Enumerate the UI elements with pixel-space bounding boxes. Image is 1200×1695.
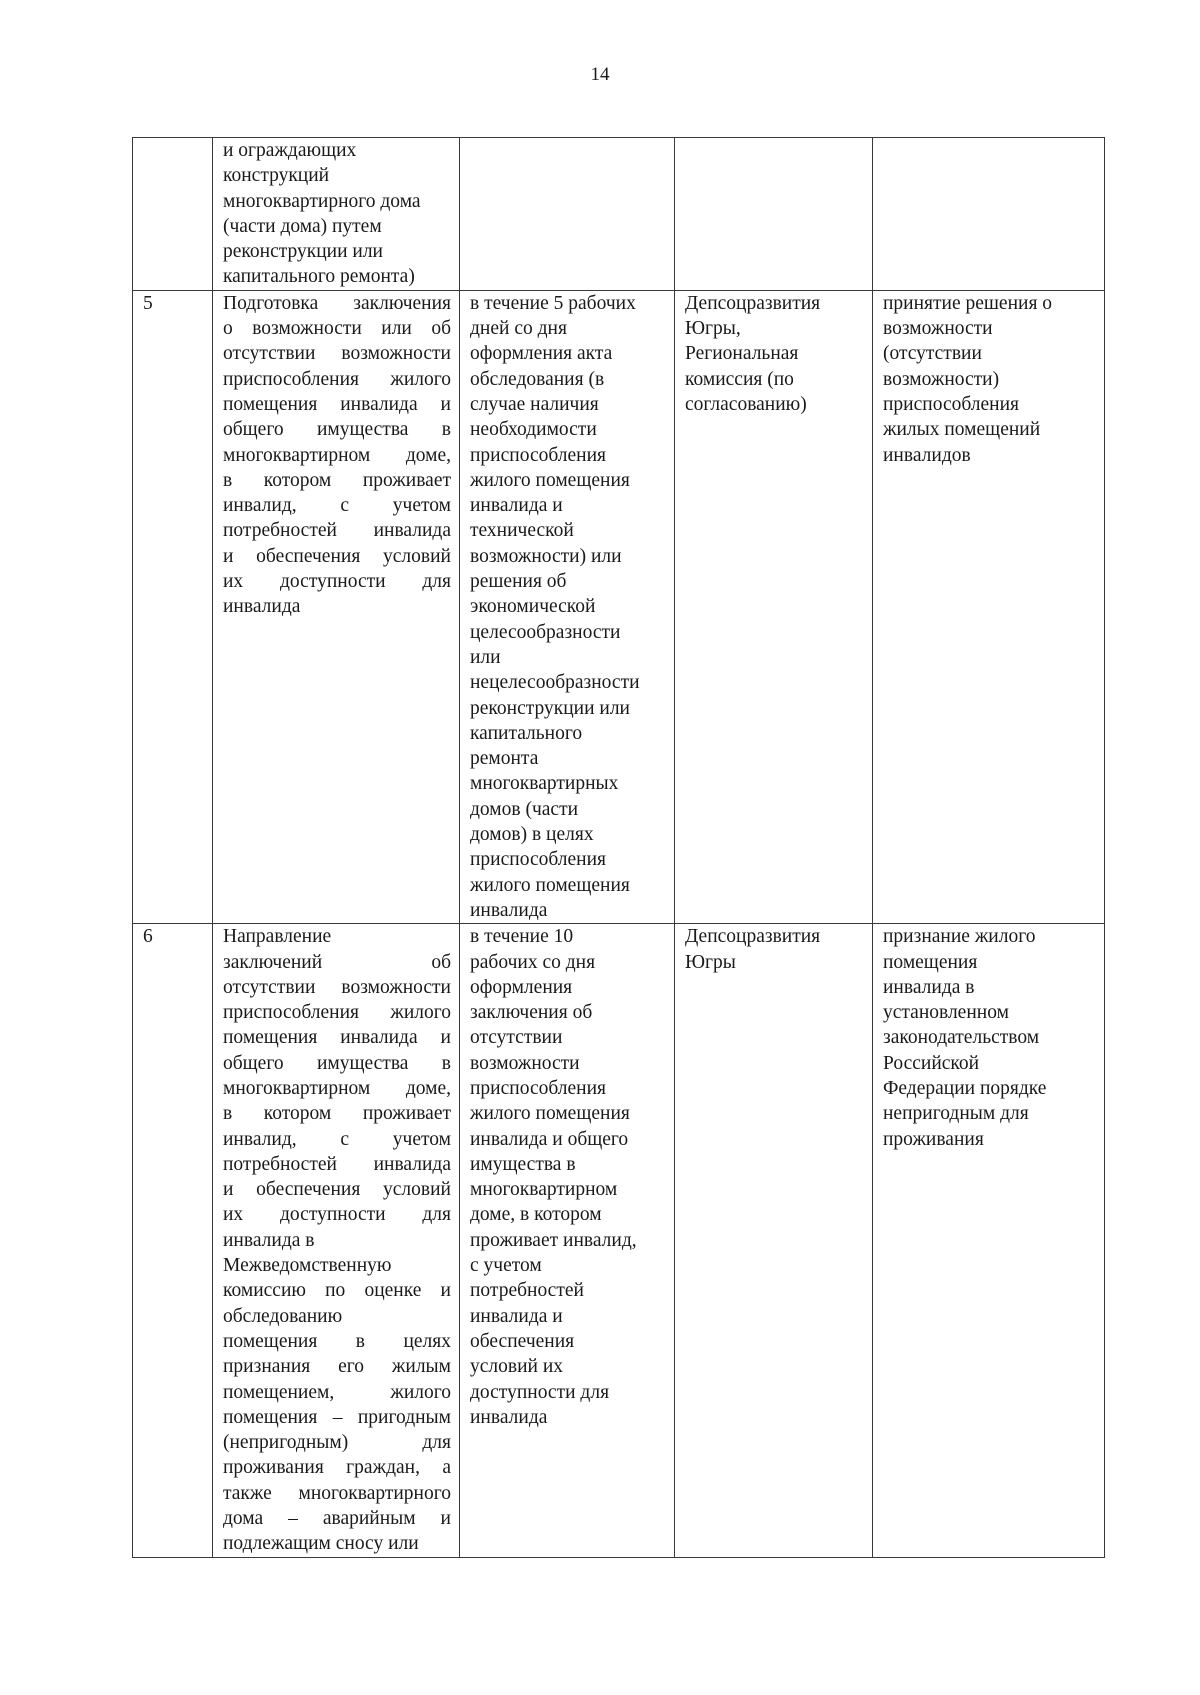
text-line: заключения об bbox=[470, 1002, 593, 1024]
text-line: дома – аварийным и bbox=[223, 1508, 451, 1530]
text-line: реконструкции или bbox=[223, 241, 383, 263]
text-line: капитального bbox=[470, 722, 583, 744]
text-line: и обеспечения условий bbox=[223, 1179, 451, 1201]
text-line: Российской bbox=[883, 1052, 980, 1074]
text-line: инвалида bbox=[470, 899, 548, 921]
text-line: приспособления жилого bbox=[223, 368, 451, 390]
text-line: приспособления bbox=[470, 444, 607, 466]
text-line: инвалида bbox=[470, 1406, 548, 1428]
text-line: общего имущества в bbox=[223, 419, 451, 441]
text-line: инвалида в bbox=[223, 1229, 315, 1251]
text-line: в течение 10 bbox=[470, 926, 574, 948]
text-line: жилых помещений bbox=[883, 419, 1041, 441]
text-line: инвалида и общего bbox=[470, 1128, 629, 1150]
text-line: подлежащим сносу или bbox=[223, 1533, 419, 1555]
text-line: необходимости bbox=[470, 419, 597, 441]
text-line: помещения в целях bbox=[223, 1330, 451, 1352]
text-line: (непригодным) для bbox=[223, 1432, 451, 1454]
text-line: и ограждающих bbox=[223, 140, 357, 161]
text-line: нецелесообразности bbox=[470, 672, 640, 694]
text-line: доступности для bbox=[470, 1381, 610, 1403]
deadline-cell bbox=[460, 138, 675, 291]
row-number bbox=[133, 138, 213, 291]
text-line: ремонта bbox=[470, 748, 539, 770]
text-line: многоквартирном доме, bbox=[223, 444, 451, 466]
text-line: домов (части bbox=[470, 798, 579, 820]
text-line: оформления акта bbox=[470, 343, 613, 365]
text-line: конструкций bbox=[223, 165, 330, 187]
text-line: возможности bbox=[470, 1052, 580, 1074]
text-line: (отсутствии bbox=[883, 343, 982, 365]
text-line: Подготовка заключения bbox=[223, 292, 451, 314]
text-line: оформления bbox=[470, 976, 573, 998]
text-line: инвалидов bbox=[883, 444, 971, 466]
text-line: жилого помещения bbox=[470, 1103, 630, 1125]
text-line: помещения инвалида и bbox=[223, 1027, 451, 1049]
text-line: домов) в целях bbox=[470, 824, 594, 846]
text-line: условий их bbox=[470, 1356, 564, 1378]
text-line: помещением, жилого bbox=[223, 1381, 451, 1403]
text-line: жилого помещения bbox=[470, 469, 630, 491]
text-line: отсутствии возможности bbox=[223, 343, 451, 365]
text-line: Направление bbox=[223, 926, 332, 948]
text-line: обследования (в bbox=[470, 368, 605, 390]
text-line: капитального ремонта) bbox=[223, 266, 415, 288]
text-line: их доступности для bbox=[223, 571, 451, 593]
text-line: о возможности или об bbox=[223, 318, 451, 340]
text-line: Югры bbox=[685, 951, 736, 973]
text-line: Межведомственную bbox=[223, 1255, 392, 1277]
text-line: технической bbox=[470, 520, 574, 542]
text-line: признания его жилым bbox=[223, 1356, 451, 1378]
text-line: инвалид, с учетом bbox=[223, 1128, 451, 1150]
text-line: Федерации порядке bbox=[883, 1077, 1047, 1099]
text-line: инвалида и bbox=[470, 1305, 563, 1327]
text-line: рабочих со дня bbox=[470, 951, 596, 973]
text-line: согласованию) bbox=[685, 393, 807, 415]
text-line: в течение 5 рабочих bbox=[470, 292, 636, 314]
text-line: в котором проживает bbox=[223, 1103, 451, 1125]
text-line: многоквартирных bbox=[470, 773, 619, 795]
action-cell bbox=[213, 924, 460, 1557]
text-line: с учетом bbox=[470, 1255, 542, 1277]
responsible-cell bbox=[675, 138, 873, 291]
responsible-cell bbox=[675, 924, 873, 1557]
text-line: или bbox=[470, 646, 501, 668]
procedure-table bbox=[132, 137, 1105, 1558]
text-line: доме, в котором bbox=[470, 1204, 602, 1226]
text-line: случае наличия bbox=[470, 393, 599, 415]
page-number: 14 bbox=[590, 64, 610, 85]
result-cell bbox=[873, 290, 1105, 923]
text-line: отсутствии bbox=[470, 1027, 563, 1049]
text-line: потребностей инвалида bbox=[223, 1153, 451, 1175]
row-number: 5 bbox=[133, 290, 213, 923]
text-line: многоквартирного дома bbox=[223, 190, 421, 212]
text-line: многоквартирном bbox=[470, 1179, 618, 1201]
responsible-cell bbox=[675, 290, 873, 923]
text-line: многоквартирном доме, bbox=[223, 1077, 451, 1099]
text-line: непригодным для bbox=[883, 1103, 1029, 1125]
text-line: принятие решения о bbox=[883, 292, 1053, 314]
text-line: потребностей bbox=[470, 1280, 584, 1302]
text-line: решения об bbox=[470, 571, 567, 593]
text-line: законодательством bbox=[883, 1027, 1040, 1049]
text-line: возможности) или bbox=[470, 545, 622, 567]
text-line: возможности) bbox=[883, 368, 1000, 390]
text-line: инвалида в bbox=[883, 976, 975, 998]
text-line: установленном bbox=[883, 1002, 1009, 1024]
text-line: общего имущества в bbox=[223, 1052, 451, 1074]
text-line: обеспечения bbox=[470, 1330, 575, 1352]
text-line: их доступности для bbox=[223, 1204, 451, 1226]
text-line: дней со дня bbox=[470, 318, 567, 340]
text-line: целесообразности bbox=[470, 621, 621, 643]
text-line: реконструкции или bbox=[470, 697, 630, 719]
deadline-cell bbox=[460, 924, 675, 1557]
text-line: Югры, bbox=[685, 318, 741, 340]
text-line: (части дома) путем bbox=[223, 215, 382, 237]
text-line: Региональная bbox=[685, 343, 799, 365]
text-line: возможности bbox=[883, 318, 993, 340]
result-cell bbox=[873, 924, 1105, 1557]
text-line: Депсоцразвития bbox=[685, 926, 821, 948]
text-line: приспособления bbox=[883, 393, 1020, 415]
text-line: заключений об bbox=[223, 951, 451, 973]
text-line: экономической bbox=[470, 596, 596, 618]
action-cell bbox=[213, 290, 460, 923]
table-row bbox=[133, 924, 1105, 1557]
text-line: проживания граждан, а bbox=[223, 1457, 451, 1479]
text-line: отсутствии возможности bbox=[223, 976, 451, 998]
text-line: помещения bbox=[883, 951, 978, 973]
text-line: также многоквартирного bbox=[223, 1482, 451, 1504]
text-line: жилого помещения bbox=[470, 874, 630, 896]
text-line: имущества в bbox=[470, 1153, 576, 1175]
text-line: инвалид, с учетом bbox=[223, 495, 451, 517]
row-number: 6 bbox=[133, 924, 213, 1557]
text-line: проживания bbox=[883, 1128, 984, 1150]
action-cell bbox=[213, 138, 460, 291]
text-line: помещения – пригодным bbox=[223, 1406, 451, 1428]
text-line: помещения инвалида и bbox=[223, 393, 451, 415]
text-line: приспособления жилого bbox=[223, 1002, 451, 1024]
result-cell bbox=[873, 138, 1105, 291]
deadline-cell bbox=[460, 290, 675, 923]
text-line: приспособления bbox=[470, 1077, 607, 1099]
text-line: комиссия (по bbox=[685, 368, 794, 390]
text-line: комиссию по оценке и bbox=[223, 1280, 451, 1302]
text-line: в котором проживает bbox=[223, 469, 451, 491]
text-line: приспособления bbox=[470, 849, 607, 871]
text-line: инвалида и bbox=[470, 495, 563, 517]
text-line: и обеспечения условий bbox=[223, 545, 451, 567]
text-line: признание жилого bbox=[883, 926, 1036, 948]
table-row bbox=[133, 290, 1105, 923]
text-line: потребностей инвалида bbox=[223, 520, 451, 542]
text-line: обследованию bbox=[223, 1305, 343, 1327]
text-line: Депсоцразвития bbox=[685, 292, 821, 314]
text-line: инвалида bbox=[223, 596, 301, 618]
table-row bbox=[133, 138, 1105, 291]
text-line: проживает инвалид, bbox=[470, 1229, 637, 1251]
